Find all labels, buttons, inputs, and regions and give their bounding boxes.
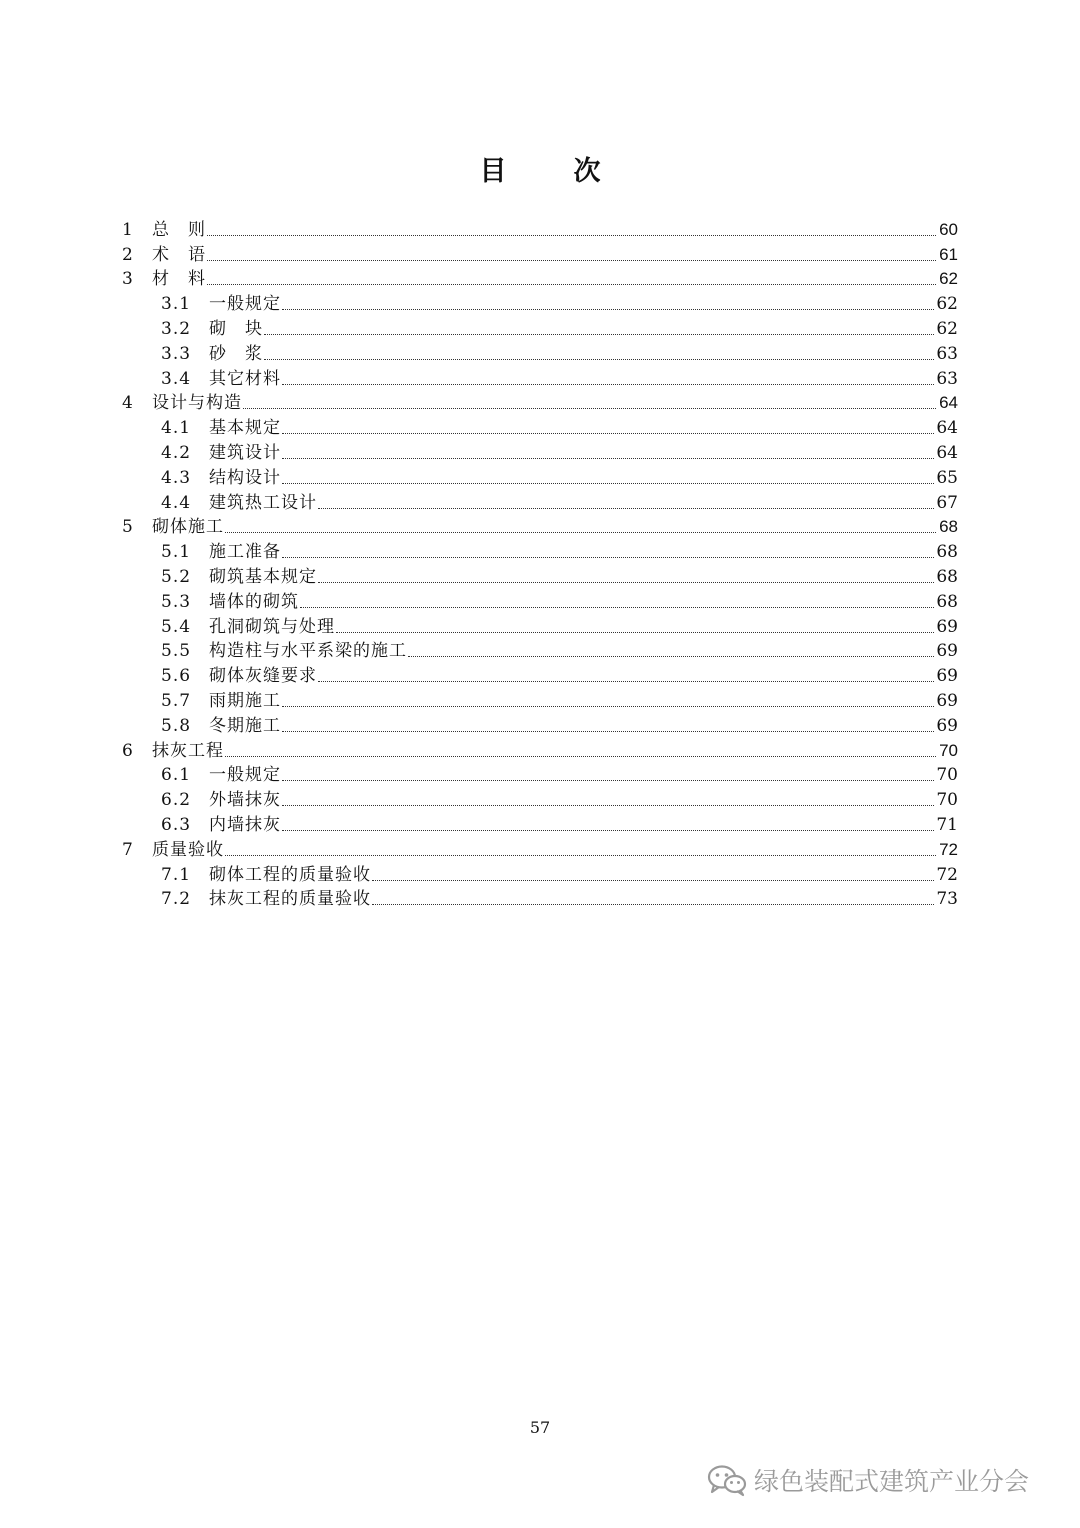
toc-entry-number: 5.8 xyxy=(161,715,192,736)
toc-entry-page: 70 xyxy=(936,790,958,811)
toc-section-entry[interactable] xyxy=(122,539,958,564)
toc-section-entry[interactable] xyxy=(122,589,958,614)
toc-dot-leader xyxy=(318,508,934,509)
toc-entry-title: 结构设计 xyxy=(209,467,281,488)
toc-entry-title: 墙体的砌筑 xyxy=(209,591,299,612)
toc-entry-number: 4.1 xyxy=(161,418,192,439)
toc-dot-leader xyxy=(243,408,936,409)
toc-entry-page: 62 xyxy=(936,318,958,339)
toc-entry-title: 构造柱与水平系梁的施工 xyxy=(209,641,407,662)
toc-entry-title: 抹灰工程的质量验收 xyxy=(209,889,371,910)
toc-dot-leader xyxy=(372,904,934,905)
toc-entry-number: 5.7 xyxy=(161,690,192,711)
toc-dot-leader xyxy=(282,309,934,310)
toc-entry-number: 7 xyxy=(122,839,133,860)
toc-dot-leader xyxy=(336,632,934,633)
toc-entry-page: 70 xyxy=(936,765,958,786)
toc-entry-page: 69 xyxy=(936,666,958,687)
toc-entry-title: 术 语 xyxy=(152,244,206,265)
toc-entry-number: 4.2 xyxy=(161,442,192,463)
toc-entry-number: 4 xyxy=(122,393,133,414)
toc-entry-page: 69 xyxy=(936,715,958,736)
toc-entry-page: 69 xyxy=(936,641,958,662)
toc-section-entry[interactable] xyxy=(122,812,958,837)
toc-entry-page: 62 xyxy=(939,269,958,289)
toc-entry-number: 3 xyxy=(122,269,133,290)
toc-entry-number: 3.4 xyxy=(161,368,192,389)
toc-dot-leader xyxy=(207,260,936,261)
toc-section-entry[interactable] xyxy=(122,564,958,589)
toc-chapter-entry[interactable] xyxy=(122,837,958,862)
toc-entry-page: 70 xyxy=(939,740,958,760)
toc-dot-leader xyxy=(282,483,934,484)
toc-entry-title: 雨期施工 xyxy=(209,690,281,711)
toc-dot-leader xyxy=(408,656,934,657)
watermark xyxy=(706,1460,1029,1500)
toc-entry-title: 设计与构造 xyxy=(152,393,242,414)
toc-dot-leader xyxy=(282,706,934,707)
toc-entry-title: 砂 浆 xyxy=(209,343,263,364)
toc-entry-page: 68 xyxy=(939,517,958,537)
toc-dot-leader xyxy=(264,359,934,360)
toc-chapter-entry[interactable] xyxy=(122,391,958,416)
toc-dot-leader xyxy=(225,855,936,856)
toc-section-entry[interactable] xyxy=(122,465,958,490)
wechat-icon xyxy=(706,1463,748,1497)
toc-entry-number: 5.5 xyxy=(161,641,192,662)
toc-entry-number: 3.2 xyxy=(161,318,192,339)
toc-section-entry[interactable] xyxy=(122,787,958,812)
toc-entry-page: 61 xyxy=(939,244,958,264)
toc-entry-title: 砌 块 xyxy=(209,318,263,339)
toc-entry-page: 69 xyxy=(936,690,958,711)
toc-dot-leader xyxy=(264,334,934,335)
toc-section-entry[interactable] xyxy=(122,887,958,912)
page-number: 57 xyxy=(529,1418,551,1437)
toc-section-entry[interactable] xyxy=(122,440,958,465)
toc-entry-title: 质量验收 xyxy=(152,839,224,860)
toc-entry-page: 69 xyxy=(936,616,958,637)
toc-dot-leader xyxy=(318,582,934,583)
toc-entry-title: 抹灰工程 xyxy=(152,740,224,761)
toc-entry-number: 6 xyxy=(122,740,133,761)
toc-dot-leader xyxy=(372,880,934,881)
toc-entry-page: 64 xyxy=(939,393,958,413)
toc-section-entry[interactable] xyxy=(122,366,958,391)
toc-dot-leader xyxy=(282,731,934,732)
toc-entry-title: 总 则 xyxy=(152,219,206,240)
toc-entry-number: 6.3 xyxy=(161,814,192,835)
toc-dot-leader xyxy=(282,458,934,459)
toc-entry-page: 63 xyxy=(936,343,958,364)
toc-dot-leader xyxy=(207,284,936,285)
toc-entry-page: 72 xyxy=(939,839,958,859)
toc-dot-leader xyxy=(225,532,936,533)
toc-entry-title: 内墙抹灰 xyxy=(209,814,281,835)
toc-section-entry[interactable] xyxy=(122,763,958,788)
toc-entry-title: 冬期施工 xyxy=(209,715,281,736)
toc-entry-title: 砌体工程的质量验收 xyxy=(209,864,371,885)
toc-section-entry[interactable] xyxy=(122,614,958,639)
toc-section-entry[interactable] xyxy=(122,639,958,664)
toc-section-entry[interactable] xyxy=(122,688,958,713)
watermark-text: 绿色装配式建筑产业分会 xyxy=(754,1467,1030,1496)
toc-entry-number: 6.2 xyxy=(161,790,192,811)
toc-entry-number: 7.1 xyxy=(161,864,192,885)
toc-chapter-entry[interactable] xyxy=(122,267,958,292)
toc-section-entry[interactable] xyxy=(122,713,958,738)
toc-dot-leader xyxy=(318,681,934,682)
toc-entry-title: 孔洞砌筑与处理 xyxy=(209,616,335,637)
toc-entry-number: 7.2 xyxy=(161,889,192,910)
toc-entry-title: 外墙抹灰 xyxy=(209,790,281,811)
toc-entry-title: 基本规定 xyxy=(209,418,281,439)
toc-dot-leader xyxy=(225,756,936,757)
toc-section-entry[interactable] xyxy=(122,862,958,887)
toc-entry-title: 其它材料 xyxy=(209,368,281,389)
page-title: 目 次 xyxy=(479,156,621,187)
toc-entry-number: 2 xyxy=(122,244,133,265)
toc-entry-number: 5.3 xyxy=(161,591,192,612)
toc-dot-leader xyxy=(282,780,934,781)
toc-entry-number: 5.2 xyxy=(161,566,192,587)
toc-entry-page: 68 xyxy=(936,591,958,612)
toc-entry-page: 67 xyxy=(936,492,958,513)
toc-entry-title: 一般规定 xyxy=(209,765,281,786)
toc-section-entry[interactable] xyxy=(122,316,958,341)
toc-entry-number: 5.4 xyxy=(161,616,192,637)
toc-dot-leader xyxy=(300,607,934,608)
toc-entry-page: 72 xyxy=(936,864,958,885)
toc-entry-title: 砌体施工 xyxy=(152,517,224,538)
toc-entry-page: 68 xyxy=(936,566,958,587)
toc-entry-title: 砌体灰缝要求 xyxy=(209,666,317,687)
toc-entry-page: 71 xyxy=(936,814,958,835)
toc-entry-number: 4.4 xyxy=(161,492,192,513)
toc-entry-number: 5 xyxy=(122,517,133,538)
toc-dot-leader xyxy=(282,433,934,434)
toc-entry-number: 5.6 xyxy=(161,666,192,687)
table-of-contents xyxy=(122,217,958,911)
toc-entry-title: 砌筑基本规定 xyxy=(209,566,317,587)
toc-section-entry[interactable] xyxy=(122,415,958,440)
toc-entry-title: 材 料 xyxy=(152,269,206,290)
toc-entry-page: 73 xyxy=(936,889,958,910)
toc-entry-number: 3.3 xyxy=(161,343,192,364)
toc-chapter-entry[interactable] xyxy=(122,242,958,267)
toc-entry-title: 施工准备 xyxy=(209,542,281,563)
toc-entry-page: 68 xyxy=(936,542,958,563)
toc-entry-page: 62 xyxy=(936,294,958,315)
toc-entry-title: 一般规定 xyxy=(209,294,281,315)
toc-section-entry[interactable] xyxy=(122,490,958,515)
toc-entry-page: 64 xyxy=(936,418,958,439)
toc-entry-title: 建筑设计 xyxy=(209,442,281,463)
toc-entry-page: 64 xyxy=(936,442,958,463)
toc-dot-leader xyxy=(207,235,936,236)
toc-entry-number: 5.1 xyxy=(161,542,192,563)
toc-entry-number: 6.1 xyxy=(161,765,192,786)
toc-dot-leader xyxy=(282,384,934,385)
toc-entry-page: 60 xyxy=(939,219,958,239)
toc-chapter-entry[interactable] xyxy=(122,217,958,242)
toc-entry-number: 3.1 xyxy=(161,294,192,315)
toc-dot-leader xyxy=(282,830,934,831)
toc-chapter-entry[interactable] xyxy=(122,515,958,540)
toc-dot-leader xyxy=(282,805,934,806)
toc-entry-page: 63 xyxy=(936,368,958,389)
toc-chapter-entry[interactable] xyxy=(122,738,958,763)
toc-section-entry[interactable] xyxy=(122,341,958,366)
toc-section-entry[interactable] xyxy=(122,663,958,688)
toc-entry-number: 1 xyxy=(122,219,133,240)
toc-entry-page: 65 xyxy=(936,467,958,488)
toc-entry-title: 建筑热工设计 xyxy=(209,492,317,513)
toc-section-entry[interactable] xyxy=(122,291,958,316)
toc-entry-number: 4.3 xyxy=(161,467,192,488)
toc-dot-leader xyxy=(282,557,934,558)
